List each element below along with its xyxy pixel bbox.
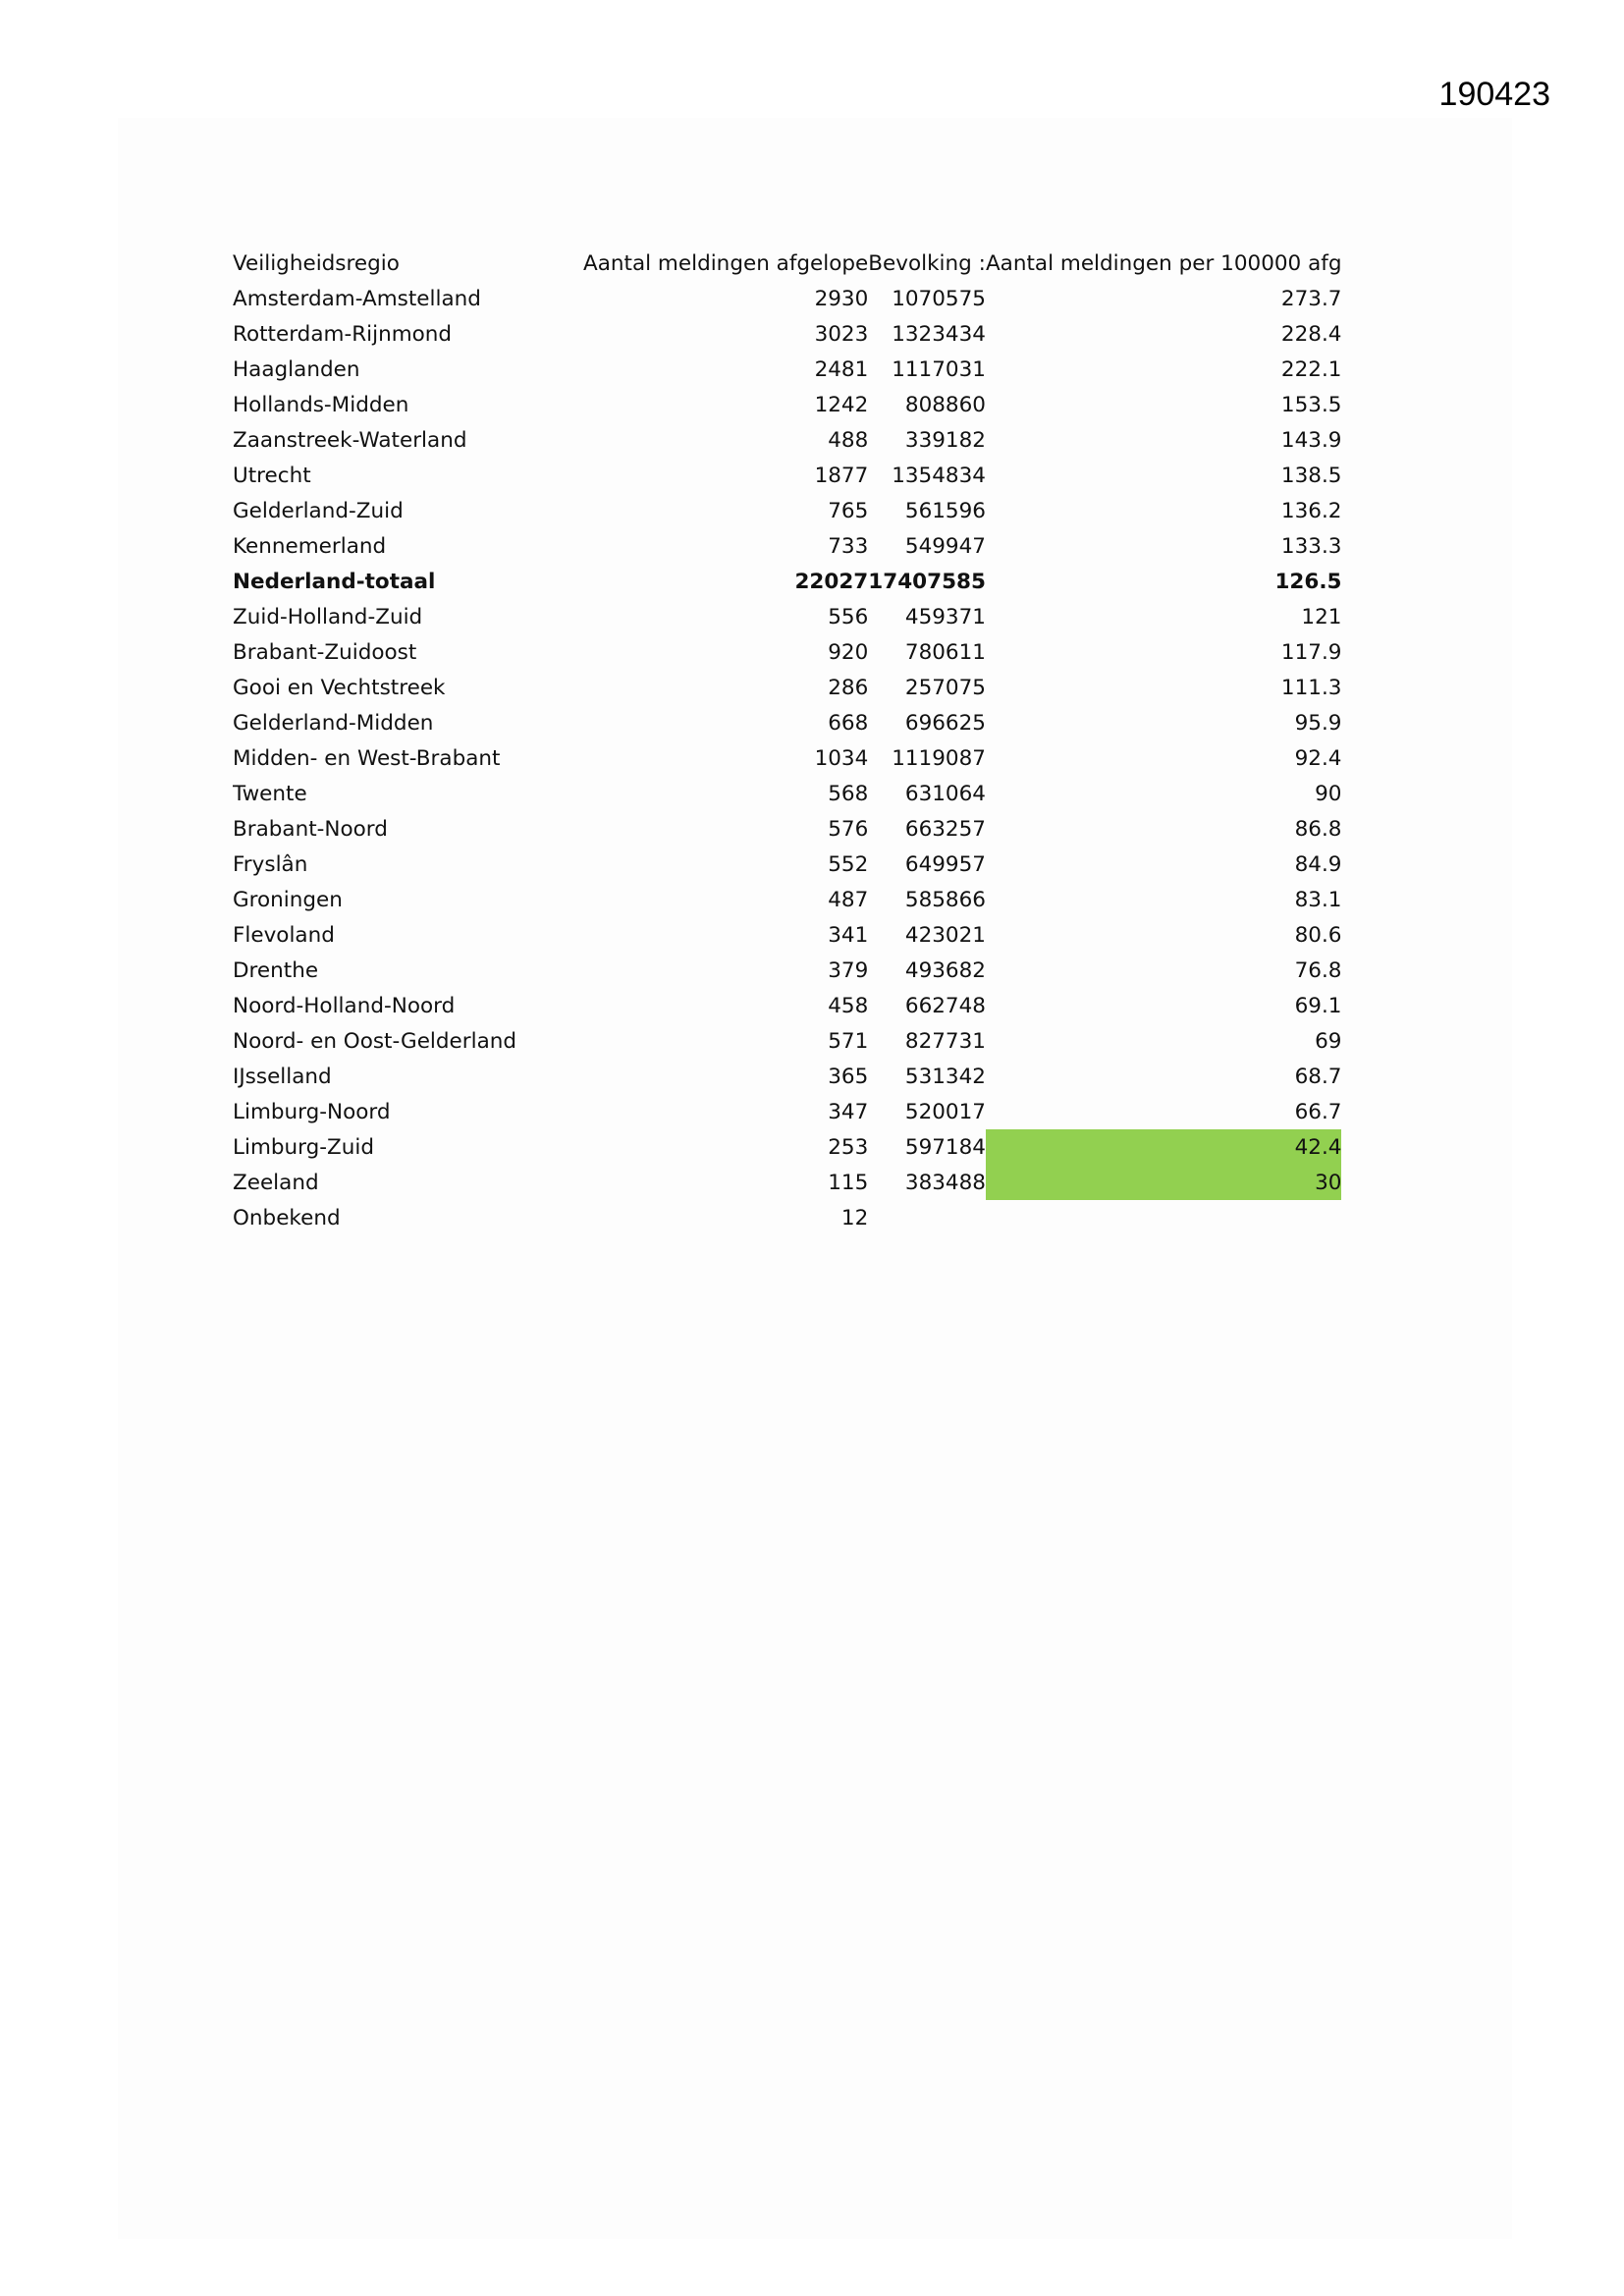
header-population: Bevolking : <box>868 250 986 276</box>
cell-population: 662748 <box>904 993 986 1018</box>
cell-region: Gelderland-Midden <box>233 710 434 736</box>
cell-count: 2930 <box>814 286 869 311</box>
cell-population: 1354834 <box>892 463 986 488</box>
cell-region: Drenthe <box>233 957 319 983</box>
cell-count: 576 <box>828 816 869 842</box>
cell-count: 365 <box>828 1064 869 1089</box>
cell-rate <box>986 1200 1342 1235</box>
table-row <box>233 564 1341 599</box>
cell-rate: 126.5 <box>1274 569 1342 594</box>
cell-population: 663257 <box>904 816 986 842</box>
table-row <box>233 670 1341 705</box>
cell-rate: 42.4 <box>986 1129 1342 1165</box>
cell-region: Zuid-Holland-Zuid <box>233 604 423 629</box>
cell-rate: 30 <box>986 1165 1342 1200</box>
cell-count: 556 <box>828 604 869 629</box>
cell-population: 561596 <box>904 498 986 523</box>
cell-rate: 80.6 <box>1294 922 1342 948</box>
cell-population: 808860 <box>904 392 986 417</box>
cell-region: Rotterdam-Rijnmond <box>233 321 453 347</box>
table-row <box>233 352 1341 387</box>
cell-count: 1242 <box>814 392 869 417</box>
cell-count: 12 <box>840 1205 869 1230</box>
cell-region: Utrecht <box>233 463 311 488</box>
cell-population: 649957 <box>904 851 986 877</box>
cell-count: 341 <box>828 922 869 948</box>
cell-population: 780611 <box>904 639 986 665</box>
cell-rate: 121 <box>1301 604 1342 629</box>
cell-population: 459371 <box>904 604 986 629</box>
cell-population <box>868 1200 986 1235</box>
cell-population: 531342 <box>904 1064 986 1089</box>
cell-region: Twente <box>233 781 307 806</box>
cell-count: 379 <box>828 957 869 983</box>
cell-count: 765 <box>828 498 869 523</box>
cell-region: Noord- en Oost-Gelderland <box>233 1028 517 1054</box>
cell-count: 488 <box>828 427 869 453</box>
table-row <box>233 776 1341 811</box>
cell-region: Hollands-Midden <box>233 392 409 417</box>
cell-rate: 143.9 <box>1280 427 1342 453</box>
cell-region: Brabant-Noord <box>233 816 388 842</box>
cell-rate: 273.7 <box>1280 286 1342 311</box>
cell-rate: 83.1 <box>1294 887 1342 912</box>
cell-region: Groningen <box>233 887 343 912</box>
table-row <box>233 882 1341 917</box>
cell-region: Noord-Holland-Noord <box>233 993 456 1018</box>
table-row <box>233 740 1341 776</box>
table-header-row <box>233 246 1341 281</box>
cell-region: Limburg-Zuid <box>233 1134 375 1160</box>
cell-count: 458 <box>828 993 869 1018</box>
table-row <box>233 811 1341 847</box>
cell-rate: 76.8 <box>1294 957 1342 983</box>
data-table <box>233 246 1341 1235</box>
cell-count: 920 <box>828 639 869 665</box>
cell-count: 552 <box>828 851 869 877</box>
cell-rate: 66.7 <box>1294 1099 1342 1124</box>
cell-region: IJsselland <box>233 1064 332 1089</box>
cell-population: 257075 <box>904 675 986 700</box>
cell-population: 827731 <box>904 1028 986 1054</box>
cell-count: 286 <box>828 675 869 700</box>
header-rate: Aantal meldingen per 100000 afg <box>985 250 1342 276</box>
cell-rate: 117.9 <box>1280 639 1342 665</box>
table-body <box>233 246 1341 1235</box>
cell-count: 22027 <box>794 569 869 594</box>
cell-population: 1323434 <box>892 321 986 347</box>
cell-population: 493682 <box>904 957 986 983</box>
cell-rate: 111.3 <box>1280 675 1342 700</box>
cell-population: 585866 <box>904 887 986 912</box>
cell-count: 115 <box>828 1170 869 1195</box>
document-number: 190423 <box>1438 76 1550 113</box>
header-region: Veiligheidsregio <box>233 250 400 276</box>
cell-rate: 153.5 <box>1280 392 1342 417</box>
table-row <box>233 458 1341 493</box>
cell-region: Brabant-Zuidoost <box>233 639 417 665</box>
table-row <box>233 1165 1341 1200</box>
cell-rate: 90 <box>1315 781 1342 806</box>
cell-population: 1070575 <box>892 286 986 311</box>
cell-region: Fryslân <box>233 851 308 877</box>
table-row <box>233 1200 1341 1235</box>
cell-rate: 68.7 <box>1294 1064 1342 1089</box>
table-row <box>233 1059 1341 1094</box>
cell-region: Nederland-totaal <box>233 569 436 594</box>
cell-rate: 84.9 <box>1294 851 1342 877</box>
cell-rate: 133.3 <box>1280 533 1342 559</box>
cell-rate: 222.1 <box>1280 356 1342 382</box>
cell-region: Gooi en Vechtstreek <box>233 675 446 700</box>
cell-count: 487 <box>828 887 869 912</box>
table-row <box>233 847 1341 882</box>
cell-population: 17407585 <box>868 569 986 594</box>
cell-rate: 92.4 <box>1294 745 1342 771</box>
cell-population: 631064 <box>904 781 986 806</box>
table-row <box>233 599 1341 634</box>
cell-population: 696625 <box>904 710 986 736</box>
table-row <box>233 705 1341 740</box>
cell-count: 347 <box>828 1099 869 1124</box>
cell-population: 423021 <box>904 922 986 948</box>
table-row <box>233 917 1341 953</box>
table-row <box>233 422 1341 458</box>
cell-count: 568 <box>828 781 869 806</box>
cell-region: Kennemerland <box>233 533 387 559</box>
cell-rate: 95.9 <box>1294 710 1342 736</box>
header-count: Aantal meldingen afgelope <box>583 250 869 276</box>
cell-count: 3023 <box>814 321 869 347</box>
cell-rate: 228.4 <box>1280 321 1342 347</box>
cell-region: Limburg-Noord <box>233 1099 391 1124</box>
table-row <box>233 316 1341 352</box>
cell-population: 383488 <box>904 1170 986 1195</box>
cell-region: Midden- en West-Brabant <box>233 745 501 771</box>
table-row <box>233 1023 1341 1059</box>
cell-population: 1117031 <box>892 356 986 382</box>
cell-region: Haaglanden <box>233 356 360 382</box>
cell-rate: 69.1 <box>1294 993 1342 1018</box>
cell-rate: 138.5 <box>1280 463 1342 488</box>
cell-population: 549947 <box>904 533 986 559</box>
cell-rate: 136.2 <box>1280 498 1342 523</box>
cell-population: 1119087 <box>892 745 986 771</box>
cell-rate: 69 <box>1315 1028 1342 1054</box>
cell-count: 2481 <box>814 356 869 382</box>
table-row <box>233 634 1341 670</box>
cell-region: Flevoland <box>233 922 335 948</box>
table-row <box>233 281 1341 316</box>
cell-region: Amsterdam-Amstelland <box>233 286 481 311</box>
table-row <box>233 528 1341 564</box>
cell-population: 520017 <box>904 1099 986 1124</box>
table-row <box>233 1129 1341 1165</box>
table-row <box>233 493 1341 528</box>
cell-count: 571 <box>828 1028 869 1054</box>
cell-region: Zeeland <box>233 1170 319 1195</box>
cell-rate: 86.8 <box>1294 816 1342 842</box>
cell-count: 733 <box>828 533 869 559</box>
cell-count: 253 <box>828 1134 869 1160</box>
cell-population: 597184 <box>904 1134 986 1160</box>
cell-count: 1877 <box>814 463 869 488</box>
table-row <box>233 953 1341 988</box>
table-row <box>233 1094 1341 1129</box>
cell-region: Onbekend <box>233 1205 341 1230</box>
cell-population: 339182 <box>904 427 986 453</box>
cell-count: 1034 <box>814 745 869 771</box>
cell-region: Zaanstreek-Waterland <box>233 427 467 453</box>
cell-region: Gelderland-Zuid <box>233 498 404 523</box>
cell-count: 668 <box>828 710 869 736</box>
table-row <box>233 387 1341 422</box>
table-row <box>233 988 1341 1023</box>
